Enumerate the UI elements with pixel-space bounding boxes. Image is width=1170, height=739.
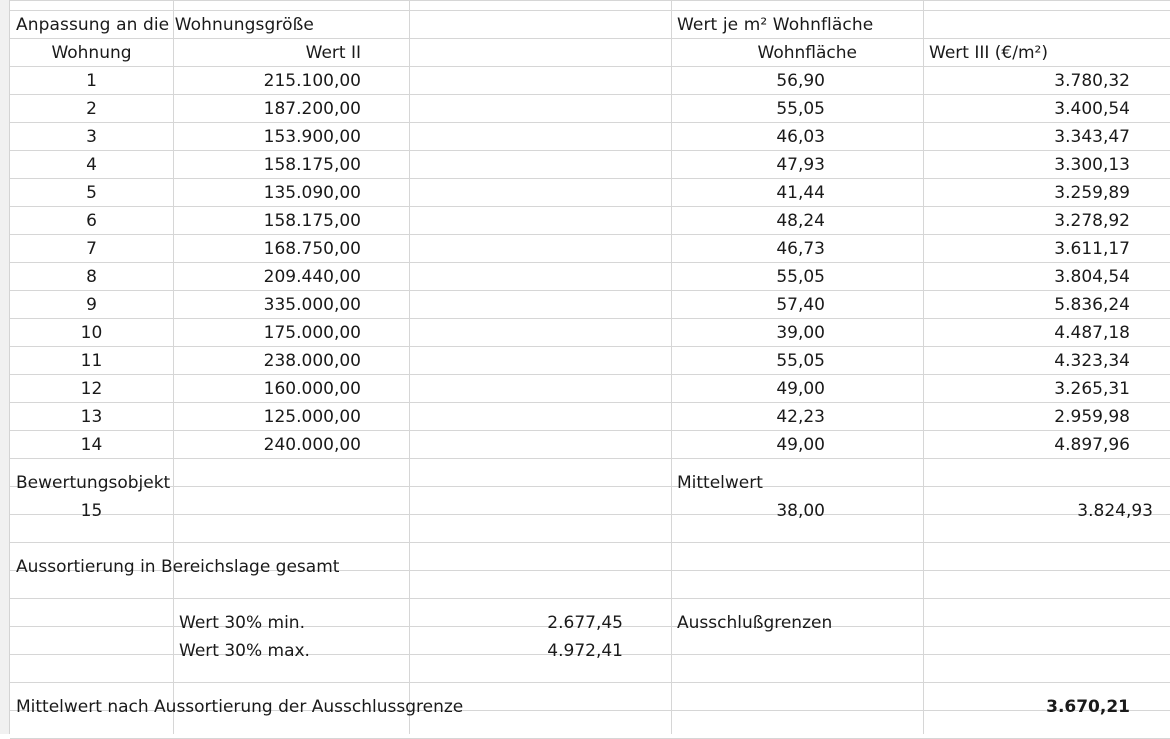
wert-iii-cell[interactable]: 2.959,98 bbox=[1054, 407, 1130, 427]
header-wert-ii[interactable]: Wert II bbox=[305, 43, 361, 63]
wert-iii-cell[interactable]: 3.259,89 bbox=[1054, 183, 1130, 203]
wert-max-value-cell[interactable]: 4.972,41 bbox=[547, 641, 623, 661]
wohnung-nr-cell[interactable]: 3 bbox=[86, 127, 97, 147]
wert-iii-cell[interactable]: 3.265,31 bbox=[1054, 379, 1130, 399]
wert-iii-cell[interactable]: 3.343,47 bbox=[1054, 127, 1130, 147]
wohnung-nr-cell[interactable]: 13 bbox=[80, 407, 103, 427]
wert-min-label-cell[interactable]: Wert 30% min. bbox=[179, 613, 305, 633]
header-wohnung[interactable]: Wohnung bbox=[51, 43, 132, 63]
wohnflaeche-cell[interactable]: 56,90 bbox=[776, 71, 825, 91]
wohnflaeche-cell[interactable]: 46,03 bbox=[776, 127, 825, 147]
header-wert-iii[interactable]: Wert III (€/m²) bbox=[929, 43, 1048, 63]
wohnung-nr-cell[interactable]: 9 bbox=[86, 295, 97, 315]
wert-ii-cell[interactable]: 168.750,00 bbox=[263, 239, 361, 259]
wohnflaeche-cell[interactable]: 57,40 bbox=[776, 295, 825, 315]
wert-ii-cell[interactable]: 187.200,00 bbox=[263, 99, 361, 119]
wert-max-label-cell[interactable]: Wert 30% max. bbox=[179, 641, 310, 661]
wohnflaeche-cell[interactable]: 42,23 bbox=[776, 407, 825, 427]
wohnung-nr-cell[interactable]: 1 bbox=[86, 71, 97, 91]
bewertungsobjekt-flaeche-cell[interactable]: 38,00 bbox=[776, 501, 825, 521]
wert-ii-cell[interactable]: 158.175,00 bbox=[263, 211, 361, 231]
final-mittelwert-value-cell[interactable]: 3.670,21 bbox=[1046, 697, 1130, 717]
final-mittelwert-label-cell[interactable]: Mittelwert nach Aussortierung der Ausschlussgrenze bbox=[16, 697, 464, 717]
wert-ii-cell[interactable]: 125.000,00 bbox=[263, 407, 361, 427]
bewertungsobjekt-wert3-cell[interactable]: 3.824,93 bbox=[1077, 501, 1153, 521]
wohnung-nr-cell[interactable]: 4 bbox=[86, 155, 97, 175]
wohnung-nr-cell[interactable]: 11 bbox=[80, 351, 103, 371]
wert-iii-cell[interactable]: 3.611,17 bbox=[1054, 239, 1130, 259]
wohnflaeche-cell[interactable]: 48,24 bbox=[776, 211, 825, 231]
wert-ii-cell[interactable]: 209.440,00 bbox=[263, 267, 361, 287]
wohnflaeche-cell[interactable]: 55,05 bbox=[776, 351, 825, 371]
wohnung-nr-cell[interactable]: 2 bbox=[86, 99, 97, 119]
wohnung-nr-cell[interactable]: 7 bbox=[86, 239, 97, 259]
wohnflaeche-cell[interactable]: 47,93 bbox=[776, 155, 825, 175]
bewertungsobjekt-nr-cell[interactable]: 15 bbox=[80, 501, 103, 521]
wohnung-nr-cell[interactable]: 6 bbox=[86, 211, 97, 231]
wert-iii-cell[interactable]: 3.300,13 bbox=[1054, 155, 1130, 175]
ausschlussgrenzen-label-cell[interactable]: Ausschlußgrenzen bbox=[677, 613, 833, 633]
wert-ii-cell[interactable]: 335.000,00 bbox=[263, 295, 361, 315]
wert-iii-cell[interactable]: 3.278,92 bbox=[1054, 211, 1130, 231]
wohnflaeche-cell[interactable]: 41,44 bbox=[776, 183, 825, 203]
wohnung-nr-cell[interactable]: 8 bbox=[86, 267, 97, 287]
row-gridline bbox=[10, 0, 1170, 1]
wert-iii-cell[interactable]: 4.323,34 bbox=[1054, 351, 1130, 371]
wohnung-nr-cell[interactable]: 5 bbox=[86, 183, 97, 203]
wert-ii-cell[interactable]: 158.175,00 bbox=[263, 155, 361, 175]
wert-min-value-cell[interactable]: 2.677,45 bbox=[547, 613, 623, 633]
wert-iii-cell[interactable]: 3.780,32 bbox=[1054, 71, 1130, 91]
wert-iii-cell[interactable]: 3.804,54 bbox=[1054, 267, 1130, 287]
wert-ii-cell[interactable]: 215.100,00 bbox=[263, 71, 361, 91]
row-gridline bbox=[10, 682, 1170, 683]
wert-iii-cell[interactable]: 4.487,18 bbox=[1054, 323, 1130, 343]
wert-ii-cell[interactable]: 160.000,00 bbox=[263, 379, 361, 399]
wohnung-nr-cell[interactable]: 10 bbox=[80, 323, 103, 343]
wohnung-nr-cell[interactable]: 12 bbox=[80, 379, 103, 399]
aussortierung-title-cell[interactable]: Aussortierung in Bereichslage gesamt bbox=[16, 557, 340, 577]
wert-ii-cell[interactable]: 175.000,00 bbox=[263, 323, 361, 343]
wert-iii-cell[interactable]: 3.400,54 bbox=[1054, 99, 1130, 119]
wert-ii-cell[interactable]: 135.090,00 bbox=[263, 183, 361, 203]
wert-ii-cell[interactable]: 238.000,00 bbox=[263, 351, 361, 371]
bewertungsobjekt-label-cell[interactable]: Bewertungsobjekt bbox=[16, 473, 171, 493]
wert-ii-cell[interactable]: 240.000,00 bbox=[263, 435, 361, 455]
wert-ii-cell[interactable]: 153.900,00 bbox=[263, 127, 361, 147]
wert-iii-cell[interactable]: 5.836,24 bbox=[1054, 295, 1130, 315]
wert-je-m2-title-cell[interactable]: Wert je m² Wohnfläche bbox=[677, 15, 874, 35]
section-title-cell[interactable]: Anpassung an die Wohnungsgröße bbox=[16, 15, 314, 35]
row-gutter bbox=[0, 0, 10, 734]
wohnflaeche-cell[interactable]: 46,73 bbox=[776, 239, 825, 259]
row-gridline bbox=[10, 598, 1170, 599]
wohnung-nr-cell[interactable]: 14 bbox=[80, 435, 103, 455]
wohnflaeche-cell[interactable]: 55,05 bbox=[776, 267, 825, 287]
wohnflaeche-cell[interactable]: 39,00 bbox=[776, 323, 825, 343]
wohnflaeche-cell[interactable]: 55,05 bbox=[776, 99, 825, 119]
wert-iii-cell[interactable]: 4.897,96 bbox=[1054, 435, 1130, 455]
mittelwert-label-cell[interactable]: Mittelwert bbox=[677, 473, 763, 493]
wohnflaeche-cell[interactable]: 49,00 bbox=[776, 379, 825, 399]
row-gridline bbox=[10, 542, 1170, 543]
wohnflaeche-cell[interactable]: 49,00 bbox=[776, 435, 825, 455]
header-wohnflaeche[interactable]: Wohnfläche bbox=[757, 43, 857, 63]
